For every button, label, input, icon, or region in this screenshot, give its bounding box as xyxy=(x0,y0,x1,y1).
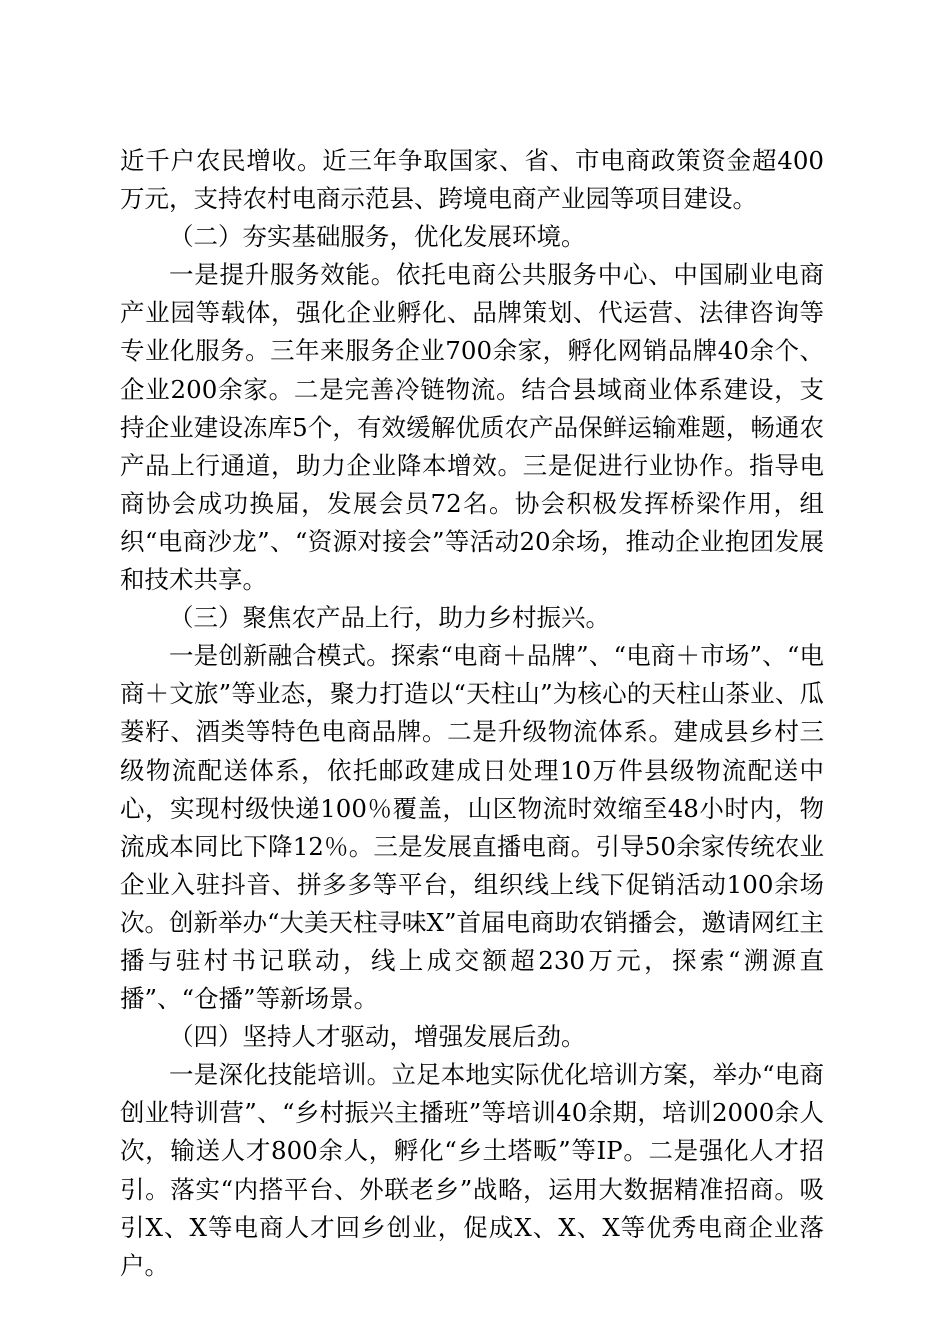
paragraph-section-3-body: 一是创新融合模式。探索“电商＋品牌”、“电商＋市场”、“电商＋文旅”等业态，聚力打造以“天柱山”为核心的天柱山茶业、瓜蒌籽、酒类等特色电商品牌。二是升级物流体系。建成县乡村三级物流配送体系，依托邮政建成日处理10万件县级物流配送中心，实现村级快递100％覆盖，山区物流时效缩至48小时内，物流成本同比下降12％。三是发展直播电商。引导50余家传统农业企业入驻抖音、拼多多等平台，组织线上线下促销活动100余场次。创新举办“大美天柱寻味X”首届电商助农销播会，邀请网红主播与驻村书记联动，线上成交额超230万元，探索“溯源直播”、“仓播”等新场景。 xyxy=(120,641,824,1014)
section-heading-4: （四）坚持人才驱动，增强发展后劲。 xyxy=(169,1022,586,1052)
paragraph-section-2-body: 一是提升服务效能。依托电商公共服务中心、中国刷业电商产业园等载体，强化企业孵化、品牌策划、代运营、法律咨询等专业化服务。三年来服务企业700余家，孵化网销品牌40余个、企业200余家。二是完善冷链物流。结合县域商业体系建设，支持企业建设冻库5个，有效缓解优质农产品保鲜运输难题，畅通农产品上行通道，助力企业降本增效。三是促进行业协作。指导电商协会成功换届，发展会员72名。协会积极发挥桥梁作用，组织“电商沙龙”、“资源对接会”等活动20余场，推动企业抱团发展和技术共享。 xyxy=(120,260,824,595)
paragraph-intro-continuation: 近千户农民增收。近三年争取国家、省、市电商政策资金超400万元，支持农村电商示范县、跨境电商产业园等项目建设。 xyxy=(120,146,824,214)
section-heading-2: （二）夯实基础服务，优化发展环境。 xyxy=(169,222,586,252)
paragraph-section-4-body: 一是深化技能培训。立足本地实际优化培训方案，举办“电商创业特训营”、“乡村振兴主播班”等培训40余期，培训2000余人次，输送人才800余人，孵化“乡土塔畈”等IP。二是强化人才招引。落实“内搭平台、外联老乡”战略，运用大数据精准招商。吸引X、X等电商人才回乡创业，促成X、X、X等优秀电商企业落户。 xyxy=(120,1060,824,1280)
document-page xyxy=(120,142,824,1285)
section-heading-3: （三）聚焦农产品上行，助力乡村振兴。 xyxy=(169,603,610,633)
